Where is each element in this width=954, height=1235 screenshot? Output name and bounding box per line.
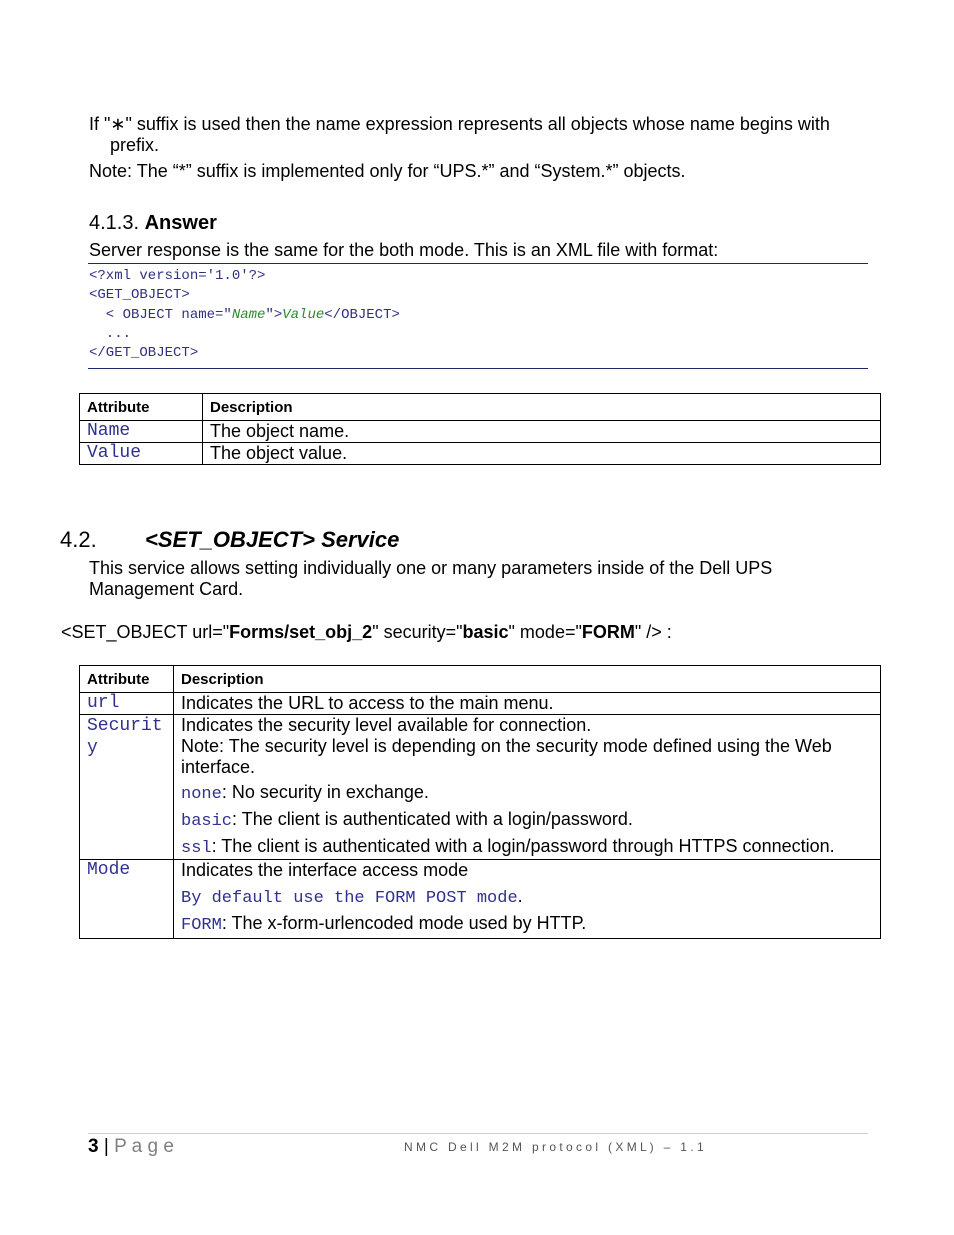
attribute-cell: Value [80,443,203,465]
code-line-3-prefix: < OBJECT name=" [89,307,232,323]
header-description: Description [203,394,881,421]
signature-part4: " /> : [634,622,672,642]
answer-heading-number: 4.1.3. [89,212,140,234]
security-option-ssl [181,836,873,859]
code-line-3 [89,306,400,325]
description-cell: The object name. [203,421,881,443]
signature-url: Forms/set_obj_2 [229,622,373,642]
set-object-heading-number: 4.2. [60,527,97,552]
footer-rule [88,1133,868,1134]
security-line2: Note: The security level is depending on the security mode defined using the Web interface. [181,736,832,777]
form-description: : The x-form-urlencoded mode used by HTTP. [221,913,587,933]
signature-mode: FORM [581,622,635,642]
code-line-3-suffix: </OBJECT> [324,307,400,323]
mode-line1: Indicates the interface access mode [181,860,469,880]
keyword-basic: basic [181,812,233,831]
table-row [80,421,881,443]
table-header-row [80,394,881,421]
code-line-4: ... [89,326,132,342]
mode-default-text: By default use the FORM POST mode [181,889,518,908]
security-option-none [181,782,873,805]
answer-heading-title: Answer [144,212,217,234]
header-description: Description [174,666,881,693]
code-line-2: <GET_OBJECT> [89,287,190,303]
answer-heading [89,212,217,235]
keyword-none: none [181,785,222,804]
signature-part2: " security=" [372,622,463,642]
set-object-signature [61,622,672,643]
mode-default-period: . [517,886,523,906]
mode-default [181,886,873,909]
set-object-description-line1: This service allows setting individually one or many parameters inside of the Dell UPS [89,558,773,578]
attribute-cell: Mode [80,860,174,939]
attribute-cell: url [80,693,174,715]
security-line1: Indicates the security level available for connection. [181,715,592,735]
code-line-3-mid: "> [265,307,283,323]
header-attribute: Attribute [80,666,174,693]
answer-attribute-table [79,393,881,465]
code-bottom-rule [88,368,868,369]
description-cell: Indicates the URL to access to the main menu. [174,693,881,715]
description-cell [174,860,881,939]
table-header-row [80,666,881,693]
set-object-description-line2: Management Card. [89,579,244,599]
footer-page-label: P a g e [114,1136,174,1157]
none-description: : No security in exchange. [221,782,429,802]
footer-page-indicator [88,1136,174,1158]
description-cell: The object value. [203,443,881,465]
mode-option-form [181,913,873,936]
signature-part3: " mode=" [508,622,582,642]
answer-description: Server response is the same for the both mode. This is an XML file with format: [89,240,719,260]
suffix-rule-text [89,114,830,135]
signature-part1: <SET_OBJECT url=" [61,622,230,642]
ssl-description: : The client is authenticated with a login/password through HTTPS connection. [211,836,835,856]
basic-description: : The client is authenticated with a login/password. [232,809,633,829]
code-name-placeholder: Name [231,307,266,323]
keyword-ssl: ssl [181,839,212,858]
table-row [80,860,881,939]
security-option-basic [181,809,873,832]
suffix-note: Note: The “*” suffix is implemented only for “UPS.*” and “System.*” objects. [89,161,686,181]
description-cell [174,715,881,860]
suffix-rule-line1: If "∗" suffix is used then the name expression represents all objects whose name begins with [89,114,830,134]
code-top-rule [88,263,868,264]
suffix-rule-line2: prefix. [110,135,160,155]
table-row [80,693,881,715]
attribute-cell: Security [80,715,174,860]
header-attribute: Attribute [80,394,203,421]
table-row [80,715,881,860]
footer-document-title: N M C D e l l M 2 M p r o t o c o l ( X M L ) – 1 . 1 [404,1140,704,1154]
attribute-cell: Name [80,421,203,443]
code-line-1: <?xml version='1.0'?> [89,268,266,284]
footer-separator: | [98,1136,115,1157]
keyword-form: FORM [181,916,222,935]
table-row [80,443,881,465]
set-object-heading-title: <SET_OBJECT> Service [145,527,400,552]
code-value-placeholder: Value [282,307,325,323]
set-object-attribute-table [79,665,881,939]
footer-page-number: 3 [88,1136,99,1157]
code-line-5: </GET_OBJECT> [89,345,199,361]
signature-security: basic [462,622,509,642]
